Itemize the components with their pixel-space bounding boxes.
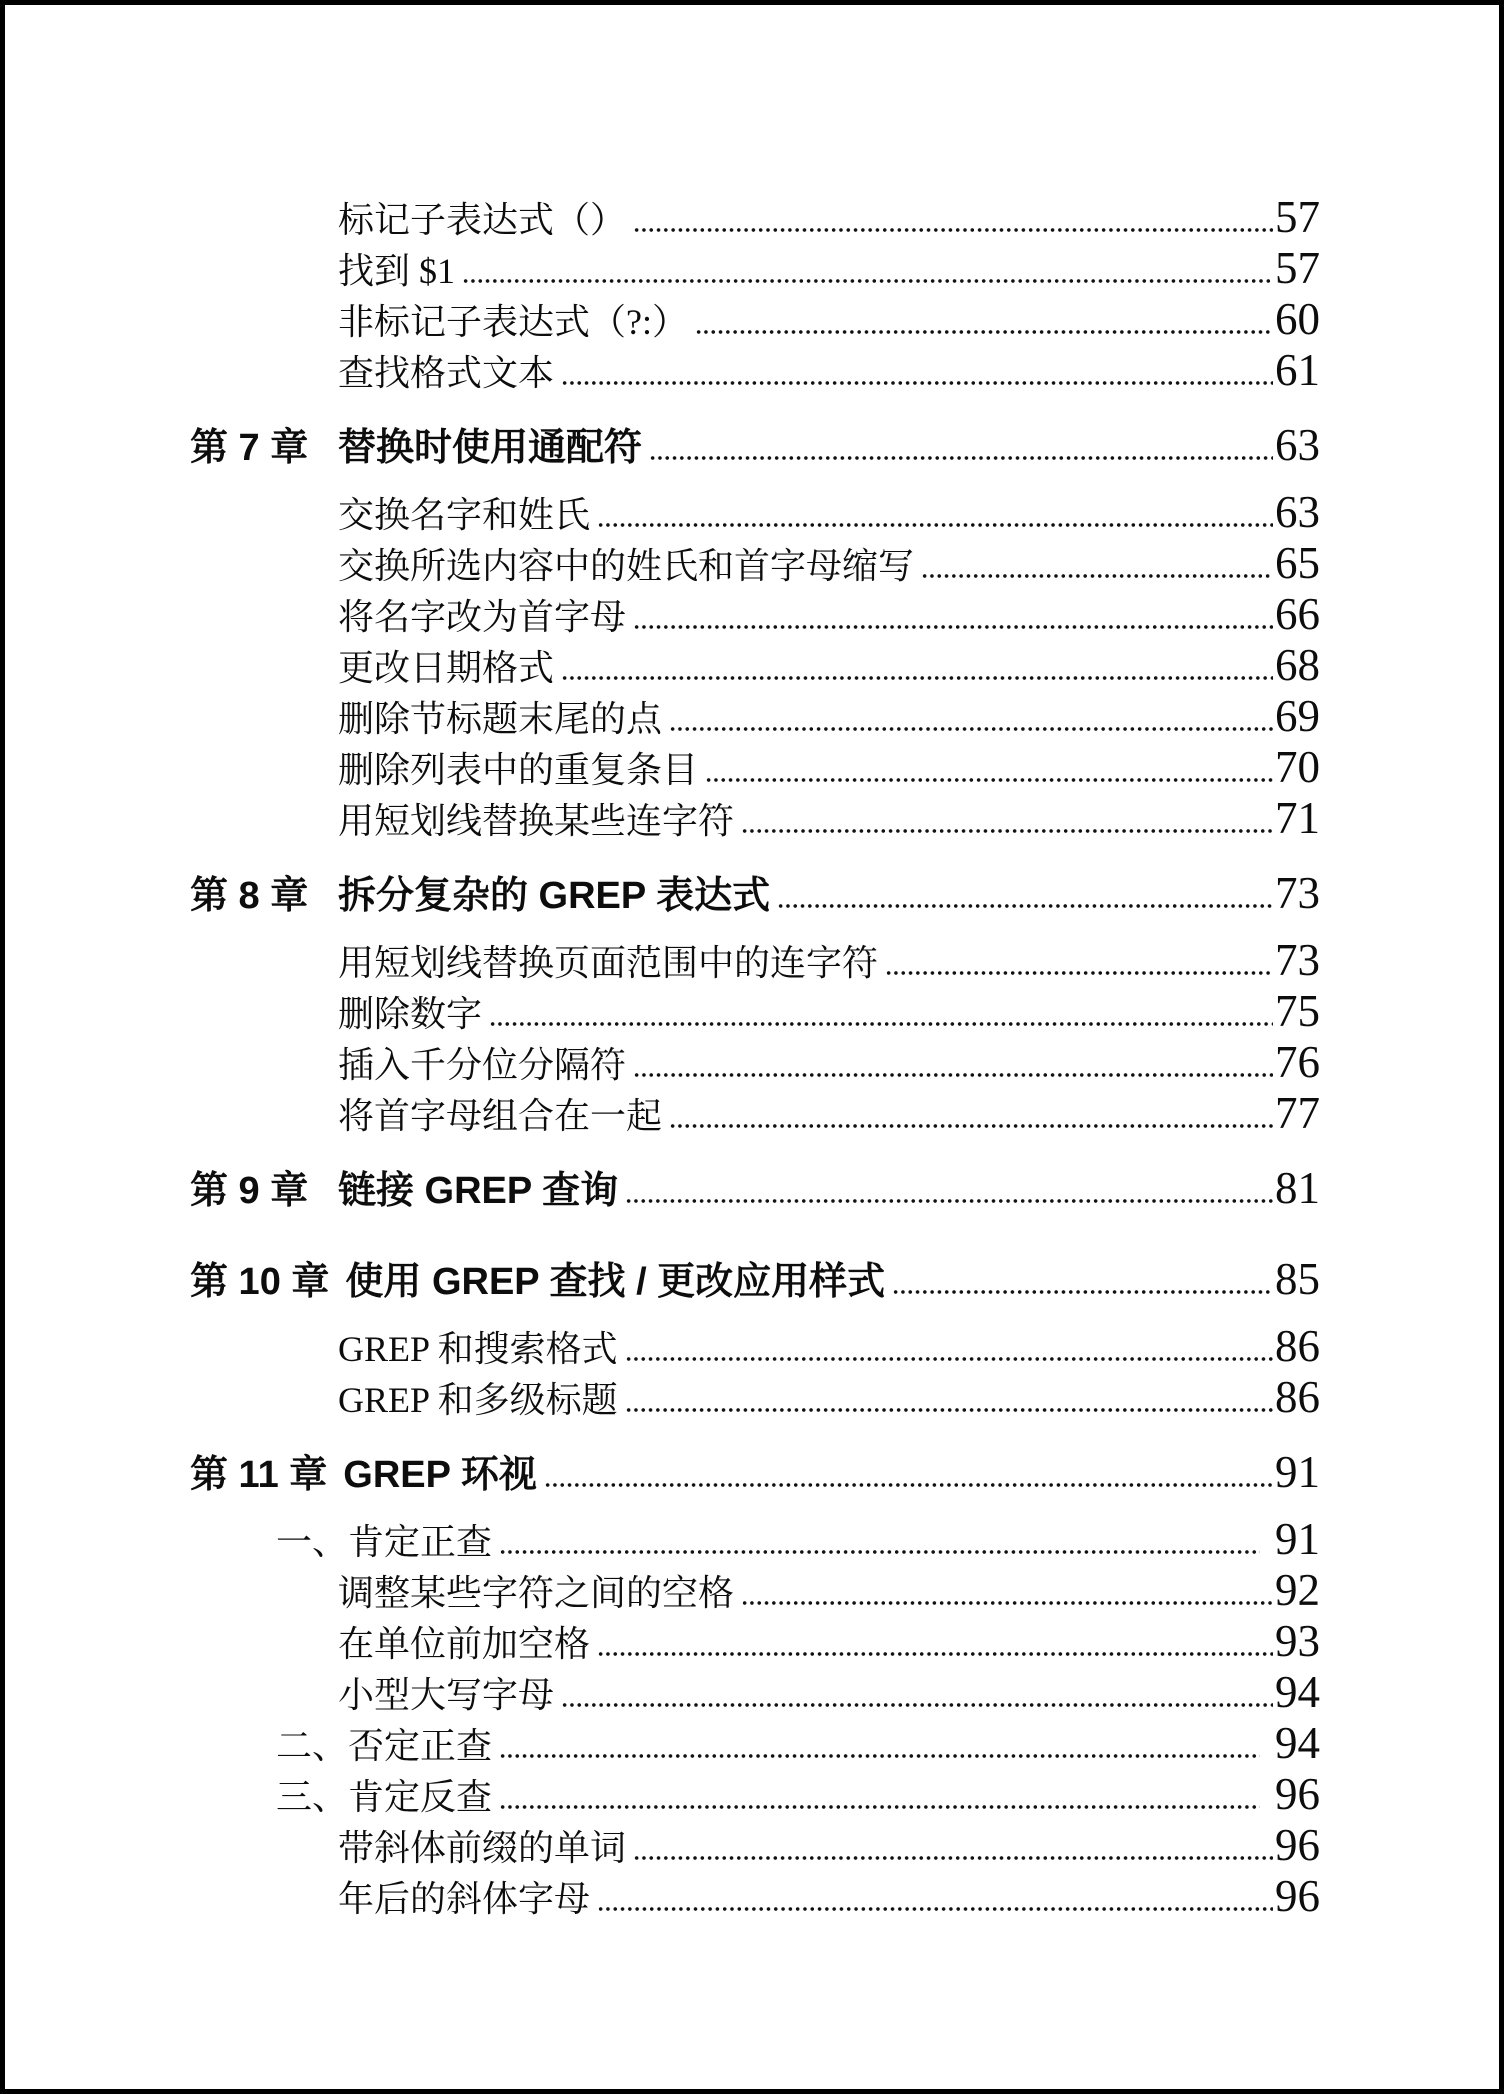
toc-entry-label: 在单位前加空格 [338, 1624, 591, 1664]
toc-entry-label: 交换名字和姓氏 [338, 495, 591, 535]
dot-leader [892, 1254, 1273, 1305]
dot-leader [499, 1718, 1260, 1769]
toc-entry-page: 94 [1275, 1667, 1320, 1717]
dot-leader [561, 640, 1273, 691]
toc-entry-label: 将名字改为首字母 [338, 597, 627, 637]
dot-leader [633, 192, 1273, 243]
toc-entry-row [338, 935, 1320, 986]
dot-leader [633, 1037, 1273, 1088]
dot-leader [597, 487, 1273, 538]
toc-chapter-row [190, 1254, 1320, 1305]
toc-entry-row [338, 1616, 1320, 1667]
toc-entry-page: 61 [1275, 345, 1320, 395]
toc-entry-row [338, 1037, 1320, 1088]
toc-chapter-number: 第 10 章 [190, 1261, 330, 1303]
toc-entry-page: 63 [1275, 487, 1320, 537]
toc-entry-page: 70 [1275, 742, 1320, 792]
toc-chapter-title: 拆分复杂的 GREP 表达式 [338, 875, 771, 917]
toc-entry-page: 96 [1275, 1871, 1320, 1921]
toc-entry-row [276, 1718, 1320, 1769]
toc-entry-row [338, 793, 1320, 844]
toc-entry-page: 86 [1275, 1372, 1320, 1422]
toc-entry-label: 将首字母组合在一起 [338, 1096, 663, 1136]
toc-entry-page: 92 [1275, 1565, 1320, 1615]
toc-entry-page: 65 [1275, 538, 1320, 588]
dot-leader [489, 986, 1273, 1037]
dot-leader [625, 1321, 1273, 1372]
toc-entry-label: 三、肯定反查 [276, 1777, 493, 1817]
toc-entry-label: 交换所选内容中的姓氏和首字母缩写 [338, 546, 915, 586]
toc-entry-label: 插入千分位分隔符 [338, 1045, 627, 1085]
toc-entry-label: 查找格式文本 [338, 353, 555, 393]
dot-leader [669, 691, 1273, 742]
toc-entry-label: 用短划线替换某些连字符 [338, 801, 735, 841]
toc-entry-page: 69 [1275, 691, 1320, 741]
toc-chapter-number: 第 7 章 [190, 427, 309, 469]
table-of-contents [5, 5, 1499, 1922]
dot-leader [921, 538, 1273, 589]
toc-chapter-row [190, 420, 1320, 471]
toc-entry-page: 71 [1275, 793, 1320, 843]
toc-entry-page: 75 [1275, 986, 1320, 1036]
toc-entry-row [338, 192, 1320, 243]
toc-entry-row [338, 589, 1320, 640]
toc-chapter-title: 链接 GREP 查询 [338, 1170, 619, 1212]
toc-chapter-page: 73 [1275, 868, 1320, 918]
toc-entry-row [276, 1769, 1320, 1820]
toc-entry-page: 94 [1275, 1718, 1320, 1768]
toc-entry-label: 年后的斜体字母 [338, 1879, 591, 1919]
dot-leader [597, 1871, 1273, 1922]
toc-entry-label: 找到 $1 [338, 251, 456, 291]
toc-entry-page: 96 [1275, 1769, 1320, 1819]
toc-entry-label: 标记子表达式（） [338, 200, 627, 240]
dot-leader [499, 1769, 1260, 1820]
dot-leader [741, 793, 1273, 844]
toc-entry-row [338, 538, 1320, 589]
toc-entry-page: 66 [1275, 589, 1320, 639]
toc-entry-label: 用短划线替换页面范围中的连字符 [338, 943, 879, 983]
toc-entry-row [338, 1667, 1320, 1718]
toc-entry-page: 77 [1275, 1088, 1320, 1138]
dot-leader [544, 1447, 1273, 1498]
toc-entry-label: GREP 和多级标题 [338, 1380, 618, 1420]
toc-entry-page: 68 [1275, 640, 1320, 690]
toc-entry-label: 删除列表中的重复条目 [338, 750, 699, 790]
toc-entry-row [338, 1372, 1320, 1423]
toc-entry-label: 小型大写字母 [338, 1675, 555, 1715]
dot-leader [597, 1616, 1273, 1667]
toc-entry-page: 96 [1275, 1820, 1320, 1870]
toc-entry-row [338, 640, 1320, 691]
toc-entry-page: 57 [1275, 192, 1320, 242]
toc-chapter-row [190, 1163, 1320, 1214]
toc-entry-label: 带斜体前缀的单词 [338, 1828, 627, 1868]
toc-chapter-row [190, 1447, 1320, 1498]
dot-leader [705, 742, 1273, 793]
toc-entry-row [338, 487, 1320, 538]
dot-leader [777, 868, 1273, 919]
dot-leader [649, 420, 1273, 471]
toc-entry-page: 73 [1275, 935, 1320, 985]
dot-leader [462, 243, 1273, 294]
dot-leader [741, 1565, 1273, 1616]
toc-entry-row [338, 1321, 1320, 1372]
toc-chapter-title: GREP 环视 [343, 1454, 537, 1496]
toc-entry-page: 93 [1275, 1616, 1320, 1666]
toc-entry-label: GREP 和搜索格式 [338, 1329, 618, 1369]
toc-entry-label: 更改日期格式 [338, 648, 555, 688]
dot-leader [633, 589, 1273, 640]
toc-entry-row [338, 1820, 1320, 1871]
toc-chapter-number: 第 11 章 [190, 1454, 328, 1496]
dot-leader [625, 1163, 1273, 1214]
toc-entry-page: 57 [1275, 243, 1320, 293]
toc-entry-row [338, 986, 1320, 1037]
toc-entry-page: 76 [1275, 1037, 1320, 1087]
toc-entry-label: 二、否定正查 [276, 1726, 493, 1766]
toc-chapter-page: 63 [1275, 420, 1320, 470]
toc-chapter-page: 81 [1275, 1163, 1320, 1213]
toc-entry-row [338, 742, 1320, 793]
toc-entry-label: 一、肯定正查 [276, 1522, 493, 1562]
toc-entry-row [338, 243, 1320, 294]
toc-entry-row [276, 1514, 1320, 1565]
toc-entry-page: 91 [1275, 1514, 1320, 1564]
toc-chapter-page: 85 [1275, 1254, 1320, 1304]
toc-entry-row [338, 294, 1320, 345]
dot-leader [633, 1820, 1273, 1871]
dot-leader [885, 935, 1273, 986]
toc-entry-label: 删除数字 [338, 994, 483, 1034]
toc-chapter-number: 第 8 章 [190, 875, 309, 917]
toc-entry-row [338, 691, 1320, 742]
dot-leader [561, 345, 1273, 396]
dot-leader [499, 1514, 1260, 1565]
toc-chapter-title: 使用 GREP 查找 / 更改应用样式 [345, 1261, 886, 1303]
toc-entry-label: 非标记子表达式（?:） [338, 302, 688, 342]
dot-leader [561, 1667, 1273, 1718]
toc-chapter-page: 91 [1275, 1447, 1320, 1497]
toc-entry-row [338, 1871, 1320, 1922]
toc-entry-page: 86 [1275, 1321, 1320, 1371]
toc-chapter-number: 第 9 章 [190, 1170, 309, 1212]
dot-leader [669, 1088, 1273, 1139]
toc-chapter-title: 替换时使用通配符 [338, 427, 643, 469]
toc-chapter-row [190, 868, 1320, 919]
toc-entry-row [338, 345, 1320, 396]
dot-leader [625, 1372, 1273, 1423]
toc-entry-row [338, 1565, 1320, 1616]
dot-leader [695, 294, 1273, 345]
toc-entry-page: 60 [1275, 294, 1320, 344]
toc-entry-label: 调整某些字符之间的空格 [338, 1573, 735, 1613]
toc-entry-row [338, 1088, 1320, 1139]
toc-entry-label: 删除节标题末尾的点 [338, 699, 663, 739]
